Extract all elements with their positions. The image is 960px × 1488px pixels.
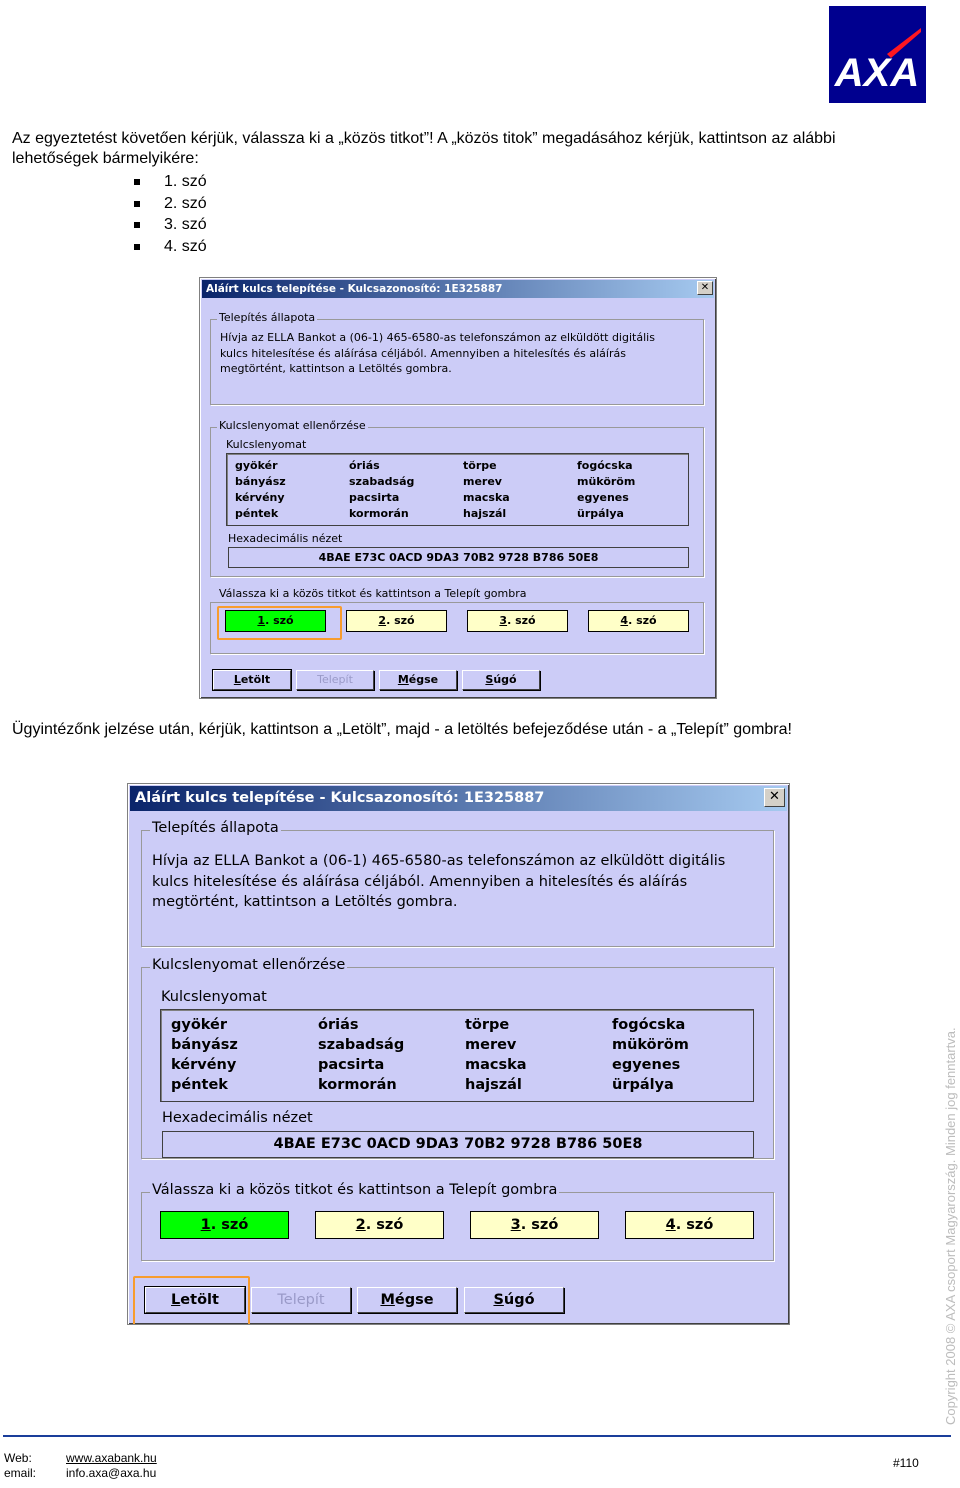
fingerprint-word: egyenes: [577, 491, 629, 504]
choose-group-label: Válassza ki a közös titkot és kattintson a Telepít gombra: [219, 587, 527, 600]
intro-paragraph: Az egyeztetést követően kérjük, válassza ki a „közös titkot”! A „közös titok” megadásához kérjük, kattintson az alábbi lehetőségek bármelyikére:: [12, 130, 836, 167]
footer-email-label: email:: [4, 1466, 37, 1480]
status-text: Hívja az ELLA Bankot a (06-1) 465-6580-as telefonszámon az elküldött digitális kulcs hitelesítése és aláírása céljából. Amennyiben a hitelesítés és aláírás megtörtént, kattintson a Letöltés gombra.: [152, 853, 726, 910]
fingerprint-word: bányász: [235, 475, 286, 488]
footer-web-label: Web:: [4, 1451, 32, 1465]
close-icon[interactable]: ✕: [697, 281, 713, 295]
fingerprint-word: macska: [465, 1057, 527, 1073]
fingerprint-word: ürpálya: [612, 1077, 674, 1093]
fingerprint-word: péntek: [235, 507, 279, 520]
fingerprint-word: müköröm: [612, 1037, 689, 1053]
fingerprint-word: müköröm: [577, 475, 636, 488]
help-button[interactable]: Súgó: [464, 1287, 564, 1313]
dialog-screenshot-2: [127, 783, 790, 1325]
option-item: [134, 171, 207, 193]
dialog-screenshot-1: [199, 277, 717, 699]
status-text: Hívja az ELLA Bankot a (06-1) 465-6580-as telefonszámon az elküldött digitális kulcs hitelesítése és aláírása céljából. Amennyiben a hitelesítés és aláírás megtörtént, kattintson a Letöltés gombra.: [220, 331, 655, 375]
fingerprint-word: óriás: [318, 1017, 359, 1033]
fingerprint-word: merev: [463, 475, 502, 488]
close-icon[interactable]: ✕: [764, 788, 785, 807]
download-button[interactable]: Letölt: [213, 670, 291, 690]
fingerprint-word: kérvény: [171, 1057, 237, 1073]
fingerprint-word: fogócska: [577, 459, 633, 472]
check-group-label: Kulcslenyomat ellenőrzése: [152, 957, 346, 973]
word-3-button[interactable]: 3. szó: [467, 610, 568, 632]
footer-email-value: info.axa@axa.hu: [66, 1466, 157, 1480]
hex-label: Hexadecimális nézet: [162, 1110, 313, 1126]
fingerprint-word: fogócska: [612, 1017, 686, 1033]
page-number: #110: [893, 1456, 919, 1470]
bullet-square-icon: [134, 179, 140, 185]
fingerprint-label: Kulcslenyomat: [226, 438, 307, 451]
footer-rule: [3, 1435, 951, 1437]
word-4-button[interactable]: 4. szó: [588, 610, 689, 632]
status-group-label: Telepítés állapota: [219, 311, 316, 324]
install-button[interactable]: Telepít: [296, 670, 374, 690]
option-text: 4. szó: [164, 237, 207, 255]
instruction-paragraph: Ügyintézőnk jelzése után, kérjük, kattintson a „Letölt”, majd - a letöltés befejeződése után - a „Telepít” gombra!: [12, 721, 792, 738]
choose-group-label: Válassza ki a közös titkot és kattintson a Telepít gombra: [152, 1182, 558, 1198]
cancel-button[interactable]: Mégse: [379, 670, 457, 690]
download-button[interactable]: Letölt: [145, 1287, 245, 1313]
fingerprint-word: pacsirta: [349, 491, 400, 504]
fingerprint-word: óriás: [349, 459, 380, 472]
dialog-title: Aláírt kulcs telepítése - Kulcsazonosító: 1E325887: [130, 786, 787, 811]
check-group-label: Kulcslenyomat ellenőrzése: [219, 419, 366, 432]
option-list: [134, 171, 207, 257]
fingerprint-word: péntek: [171, 1077, 228, 1093]
fingerprint-word: szabadság: [349, 475, 415, 488]
fingerprint-word: hajszál: [465, 1077, 522, 1093]
fingerprint-words-box: [226, 453, 689, 526]
fingerprint-label: Kulcslenyomat: [161, 989, 267, 1005]
fingerprint-word: törpe: [465, 1017, 510, 1033]
word-1-button[interactable]: 1. szó: [160, 1211, 289, 1239]
hex-label: Hexadecimális nézet: [228, 532, 343, 545]
fingerprint-word: macska: [463, 491, 510, 504]
hex-value: 4BAE E73C 0ACD 9DA3 70B2 9728 B786 50E8: [162, 1131, 754, 1158]
option-text: 3. szó: [164, 216, 207, 233]
option-item: [134, 236, 207, 258]
word-4-button[interactable]: 4. szó: [625, 1211, 754, 1239]
bullet-square-icon: [134, 222, 140, 228]
dialog-title: Aláírt kulcs telepítése - Kulcsazonosító: 1E325887: [202, 280, 714, 298]
fingerprint-word: merev: [465, 1037, 517, 1053]
cancel-button[interactable]: Mégse: [357, 1287, 457, 1313]
option-item: [134, 193, 207, 215]
option-text: 2. szó: [164, 194, 207, 212]
fingerprint-word: szabadság: [318, 1037, 405, 1053]
fingerprint-word: bányász: [171, 1037, 238, 1053]
status-group-label: Telepítés állapota: [152, 820, 279, 836]
fingerprint-word: gyökér: [171, 1017, 228, 1033]
fingerprint-word: kormorán: [318, 1077, 397, 1093]
option-text: 1. szó: [164, 173, 207, 190]
fingerprint-word: kérvény: [235, 491, 285, 504]
option-item: [134, 214, 207, 236]
axa-logo: [829, 6, 926, 103]
bullet-square-icon: [134, 244, 140, 250]
fingerprint-words-box: [160, 1009, 754, 1102]
word-3-button[interactable]: 3. szó: [470, 1211, 599, 1239]
hex-value: 4BAE E73C 0ACD 9DA3 70B2 9728 B786 50E8: [228, 547, 689, 568]
fingerprint-word: hajszál: [463, 507, 507, 520]
fingerprint-word: kormorán: [349, 507, 409, 520]
footer-web-link[interactable]: www.axabank.hu: [66, 1451, 157, 1465]
word-2-button[interactable]: 2. szó: [315, 1211, 444, 1239]
axa-logo-text: AXA: [834, 51, 920, 95]
word-2-button[interactable]: 2. szó: [346, 610, 447, 632]
help-button[interactable]: Súgó: [462, 670, 540, 690]
copyright-text: Copyright 2008 © AXA csoport Magyarország. Minden jog fenntartva.: [943, 1027, 958, 1425]
install-button[interactable]: Telepít: [251, 1287, 351, 1313]
word-1-button[interactable]: 1. szó: [225, 610, 326, 632]
fingerprint-word: gyökér: [235, 459, 278, 472]
bullet-square-icon: [134, 201, 140, 207]
fingerprint-word: egyenes: [612, 1057, 681, 1073]
fingerprint-word: törpe: [463, 459, 497, 472]
fingerprint-word: ürpálya: [577, 507, 624, 520]
fingerprint-word: pacsirta: [318, 1057, 385, 1073]
